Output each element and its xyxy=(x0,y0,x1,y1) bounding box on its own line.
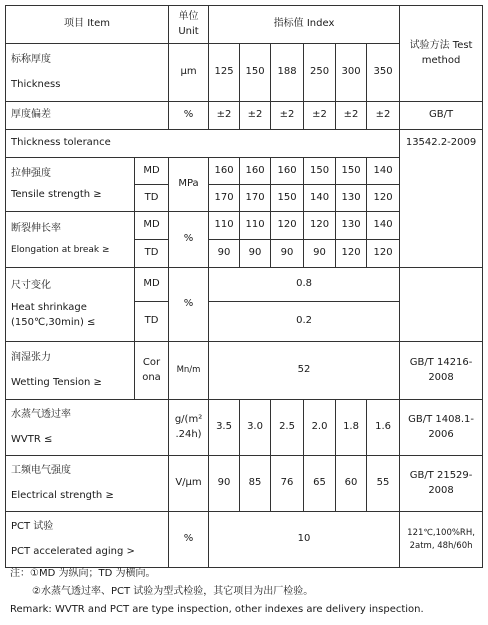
value-cell: 65 xyxy=(304,456,336,512)
value-cell: 130 xyxy=(336,212,367,240)
table-row xyxy=(6,342,483,400)
direction-corona: Cor ona xyxy=(135,342,169,400)
value-cell: 150 xyxy=(304,158,336,185)
row-label: 尺寸变化 Heat shrinkage (150℃,30min) ≤ xyxy=(6,268,135,342)
table-row xyxy=(6,268,483,302)
header-index: 指标值 Index xyxy=(209,6,400,44)
unit-cell: Mn/m xyxy=(169,342,209,400)
value-cell: 120 xyxy=(271,212,304,240)
row-label: 工频电气强度 Electrical strength ≥ xyxy=(6,456,169,512)
value-cell: 300 xyxy=(336,44,367,102)
value-cell: 160 xyxy=(271,158,304,185)
row-label: 断裂伸长率 Elongation at break ≥ xyxy=(6,212,135,268)
method-cell: 13542.2-2009 xyxy=(400,130,483,268)
direction-md: MD xyxy=(135,212,169,240)
value-cell: 170 xyxy=(209,185,240,212)
value-cell: 90 xyxy=(209,240,240,268)
value-cell: 3.0 xyxy=(240,400,271,456)
unit-cell: g/(m² .24h) xyxy=(169,400,209,456)
table-row xyxy=(6,400,483,456)
value-cell: 1.6 xyxy=(367,400,400,456)
row-label: 水蒸气透过率 WVTR ≤ xyxy=(6,400,169,456)
value-cell: ±2 xyxy=(271,102,304,130)
row-label: 润湿张力 Wetting Tension ≥ xyxy=(6,342,135,400)
value-cell: 150 xyxy=(336,158,367,185)
table-row xyxy=(6,130,483,158)
method-cell-empty xyxy=(400,268,483,342)
remark-line: Remark: WVTR and PCT are type inspection, other indexes are delivery inspection. xyxy=(10,604,424,615)
unit-cell: V/μm xyxy=(169,456,209,512)
value-cell: ±2 xyxy=(209,102,240,130)
value-cell: 85 xyxy=(240,456,271,512)
value-cell: 350 xyxy=(367,44,400,102)
value-cell: 2.0 xyxy=(304,400,336,456)
unit-cell: % xyxy=(169,102,209,130)
method-cell: 121℃,100%RH, 2atm, 48h/60h xyxy=(400,512,483,568)
value-cell: 90 xyxy=(240,240,271,268)
value-cell: ±2 xyxy=(336,102,367,130)
value-cell: 150 xyxy=(271,185,304,212)
method-cell: GB/T 1408.1-2006 xyxy=(400,400,483,456)
method-cell: GB/T 14216-2008 xyxy=(400,342,483,400)
value-cell: 0.8 xyxy=(209,268,400,302)
value-cell: 110 xyxy=(209,212,240,240)
value-cell: 120 xyxy=(304,212,336,240)
spec-table xyxy=(5,5,483,568)
direction-td: TD xyxy=(135,185,169,212)
value-cell: 60 xyxy=(336,456,367,512)
row-label: PCT 试验 PCT accelerated aging > xyxy=(6,512,169,568)
header-method: 试验方法 Test method xyxy=(400,6,483,102)
value-cell: 120 xyxy=(367,185,400,212)
row-label: 拉伸强度 Tensile strength ≥ xyxy=(6,158,135,212)
value-cell: 130 xyxy=(336,185,367,212)
value-cell: ±2 xyxy=(367,102,400,130)
value-cell: 188 xyxy=(271,44,304,102)
table-row xyxy=(6,456,483,512)
unit-cell: MPa xyxy=(169,158,209,212)
value-cell: 125 xyxy=(209,44,240,102)
table-row xyxy=(6,512,483,568)
row-label: 标称厚度 Thickness xyxy=(6,44,169,102)
value-cell: 160 xyxy=(240,158,271,185)
value-cell: 120 xyxy=(367,240,400,268)
value-cell: 160 xyxy=(209,158,240,185)
footnotes xyxy=(10,565,480,619)
row-label: Thickness tolerance xyxy=(6,130,400,158)
value-cell: 170 xyxy=(240,185,271,212)
value-cell: 10 xyxy=(209,512,400,568)
value-cell: 140 xyxy=(304,185,336,212)
direction-md: MD xyxy=(135,268,169,302)
value-cell: 120 xyxy=(336,240,367,268)
value-cell: 55 xyxy=(367,456,400,512)
unit-cell: % xyxy=(169,512,209,568)
value-cell: 90 xyxy=(271,240,304,268)
direction-td: TD xyxy=(135,240,169,268)
value-cell: 140 xyxy=(367,212,400,240)
value-cell: 76 xyxy=(271,456,304,512)
table-row xyxy=(6,102,483,130)
value-cell: 3.5 xyxy=(209,400,240,456)
note-line-1: 注：①MD 为纵向；TD 为横向。 xyxy=(10,568,156,579)
header-item: 项目 Item xyxy=(6,6,169,44)
value-cell: 140 xyxy=(367,158,400,185)
direction-td: TD xyxy=(135,302,169,342)
value-cell: 1.8 xyxy=(336,400,367,456)
header-unit: 单位 Unit xyxy=(169,6,209,44)
value-cell: 250 xyxy=(304,44,336,102)
row-label: 厚度偏差 xyxy=(6,102,169,130)
value-cell: ±2 xyxy=(240,102,271,130)
method-cell: GB/T xyxy=(400,102,483,130)
unit-cell: μm xyxy=(169,44,209,102)
value-cell: 110 xyxy=(240,212,271,240)
note-line-2: ②水蒸气透过率、PCT 试验为型式检验，其它项目为出厂检验。 xyxy=(32,586,314,597)
value-cell: 52 xyxy=(209,342,400,400)
value-cell: 2.5 xyxy=(271,400,304,456)
value-cell: 90 xyxy=(304,240,336,268)
direction-md: MD xyxy=(135,158,169,185)
value-cell: 90 xyxy=(209,456,240,512)
unit-cell: % xyxy=(169,268,209,342)
method-cell: GB/T 21529-2008 xyxy=(400,456,483,512)
unit-cell: % xyxy=(169,212,209,268)
value-cell: ±2 xyxy=(304,102,336,130)
value-cell: 150 xyxy=(240,44,271,102)
header-row xyxy=(6,6,483,44)
value-cell: 0.2 xyxy=(209,302,400,342)
